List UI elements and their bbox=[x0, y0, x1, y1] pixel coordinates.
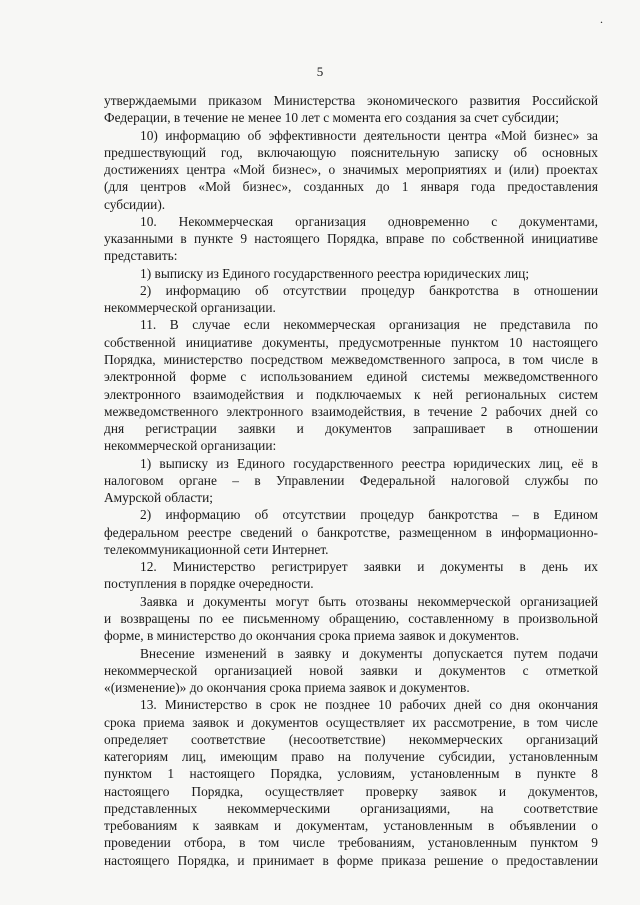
text-line: проведении отбора, в том числе требованиям, установленным пунктом 9 bbox=[104, 835, 598, 851]
text-line: настоящего Порядка, осуществляет проверку заявок и документов, bbox=[104, 783, 598, 799]
text-line: Амурской области; bbox=[104, 490, 213, 506]
text-line: электронной форме с использованием единой системы межведомственного bbox=[104, 369, 598, 385]
scan-corner-mark: . bbox=[600, 12, 603, 26]
text-line: дня регистрации заявки и документов запрашивает в отношении bbox=[104, 421, 598, 437]
text-line: настоящего Порядка, и принимает в форме приказа решение о предоставлении bbox=[104, 852, 598, 868]
text-line: телекоммуникационной сети Интернет. bbox=[104, 541, 329, 557]
text-line: представить: bbox=[104, 248, 178, 264]
text-line: указанными в пункте 9 настоящего Порядка, вправе по собственной инициативе bbox=[104, 231, 598, 247]
text-line: Порядка, министерство посредством межведомственного запроса, в том числе в bbox=[104, 351, 598, 367]
text-line: «(изменение)» до окончания срока приема заявок и документов. bbox=[104, 680, 470, 696]
page-number: 5 bbox=[316, 64, 324, 79]
text-line: Внесение изменений в заявку и документы допускается путем подачи bbox=[140, 645, 598, 661]
text-line: межведомственного электронного взаимодействия, в течение 2 рабочих дней со bbox=[104, 403, 598, 419]
text-line: достижениях центра «Мой бизнес», о значимых мероприятиях и (или) проектах bbox=[104, 162, 598, 178]
text-line bbox=[104, 869, 598, 886]
text-line: некоммерческой организации. bbox=[104, 300, 276, 316]
text-line: 2) информацию об отсутствии процедур банкротства – в Едином bbox=[140, 507, 598, 523]
text-line: 13. Министерство в срок не позднее 10 рабочих дней со дня окончания bbox=[140, 697, 598, 713]
text-line: 12. Министерство регистрирует заявки и документы в день их bbox=[140, 559, 598, 575]
text-line: определяет соответствие (несоответствие) некоммерческих организаций bbox=[104, 731, 598, 747]
text-line: субсидии). bbox=[104, 196, 166, 212]
text-line: форме, в министерство до окончания срока приема заявок и документов. bbox=[104, 628, 520, 644]
text-line: 2) информацию об отсутствии процедур банкротства в отношении bbox=[140, 282, 598, 298]
text-line: требованиям к заявкам и документам, установленным в объявлении о bbox=[104, 818, 598, 834]
text-line: Заявка и документы могут быть отозваны некоммерческой организацией bbox=[140, 593, 598, 609]
text-line: и возвращены по ее письменному обращению, составленному в произвольной bbox=[104, 610, 598, 626]
text-line: 1) выписку из Единого государственного реестра юридических лиц, её в bbox=[140, 455, 598, 471]
text-line: некоммерческой организацией новой заявки и документов с отметкой bbox=[104, 662, 598, 678]
document-body bbox=[104, 92, 598, 886]
text-line: 1) выписку из Единого государственного реестра юридических лиц; bbox=[140, 265, 530, 281]
text-line: 11. В случае если некоммерческая организация не представила по bbox=[140, 317, 598, 333]
text-line: налоговом органе – в Управлении Федеральной налоговой службы по bbox=[104, 472, 598, 488]
text-line: Федерации, в течение не менее 10 лет с момента его создания за счет субсидии; bbox=[104, 110, 559, 126]
text-line: электронного взаимодействия и подключаемых к ней региональных систем bbox=[104, 386, 598, 402]
text-line: представленных некоммерческими организациями, на соответствие bbox=[104, 800, 598, 816]
text-line: срока приема заявок и документов осуществляет их рассмотрение, в том числе bbox=[104, 714, 598, 730]
text-line: категориям лиц, имеющим право на получение субсидии, установленным bbox=[104, 749, 598, 765]
text-line: пунктом 1 настоящего Порядка, условиям, установленным в пункте 8 bbox=[104, 766, 598, 782]
text-line: федеральном реестре сведений о банкротстве, размещенном в информационно- bbox=[104, 524, 598, 540]
text-line: 10. Некоммерческая организация одновременно с документами, bbox=[140, 213, 598, 229]
text-line: предшествующий год, включающую пояснительную записку об основных bbox=[104, 144, 598, 160]
text-line: поступления в порядке очередности. bbox=[104, 576, 314, 592]
text-line: (для центров «Мой бизнес», созданных до 1 января года предоставления bbox=[104, 179, 598, 195]
text-line: собственной инициативе документы, предусмотренные пунктом 10 настоящего bbox=[104, 334, 598, 350]
text-line: некоммерческой организации: bbox=[104, 438, 277, 454]
text-line: утверждаемыми приказом Министерства экономического развития Российской bbox=[104, 93, 598, 108]
text-line: 10) информацию об эффективности деятельности центра «Мой бизнес» за bbox=[140, 127, 598, 143]
